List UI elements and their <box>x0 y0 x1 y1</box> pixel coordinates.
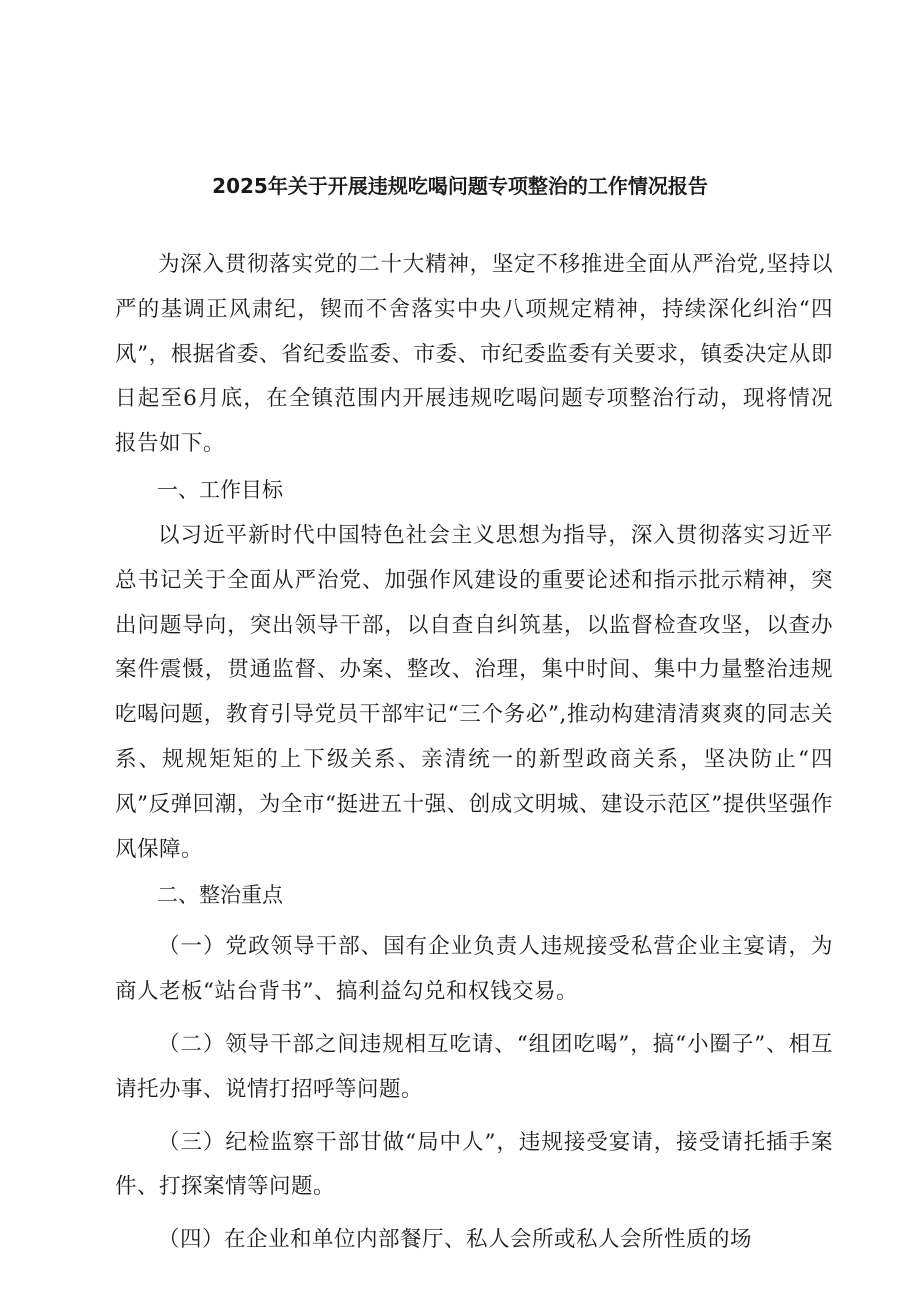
rectification-item-4: （四）在企业和单位内部餐厅、私人会所或私人会所性质的场 <box>158 1227 753 1253</box>
section-heading-work-goals: 一、工作目标 <box>157 477 283 502</box>
document-body <box>115 243 833 1263</box>
rectification-item-3: （三）纪检监察干部甘做“局中人”，违规接受宴请，接受请托插手案件、打探案情等问题。 <box>115 1129 833 1200</box>
rectification-item-2: （二）领导干部之间违规相互吃请、“组团吃喝”，搞“小圈子”、相互请托办事、说情打招呼等问题。 <box>115 1031 833 1102</box>
rectification-item-1: （一）党政领导干部、国有企业负责人违规接受私营企业主宴请，为商人老板“站台背书”、搞利益勾兑和权钱交易。 <box>115 934 833 1005</box>
document-title: 2025年关于开展违规吃喝问题专项整治的工作情况报告 <box>212 174 708 198</box>
intro-paragraph: 为深入贯彻落实党的二十大精神，坚定不移推进全面从严治党,坚持以严的基调正风肃纪，锲而不舍落实中央八项规定精神，持续深化纠治“四风”，根据省委、省纪委监委、市委、市纪委监委有关要求，镇委决定从即日起至6月底，在全镇范围内开展违规吃喝问题专项整治行动，现将情况报告如下。 <box>115 252 833 457</box>
work-goals-paragraph: 以习近平新时代中国特色社会主义思想为指导，深入贯彻落实习近平总书记关于全面从严治党、加强作风建设的重要论述和指示批示精神，突出问题导向，突出领导干部，以自查自纠筑基，以监督检查攻坚，以查办案件震慑，贯通监督、办案、整改、治理，集中时间、集中力量整治违规吃喝问题，教育引导党员干部牢记“三个务必”,推动构建清清爽爽的同志关系、规规矩矩的上下级关系、亲清统一的新型政商关系，坚决防止“四风”反弹回潮，为全市“挺进五十强、创成文明城、建设示范区”提供坚强作风保障。 <box>115 522 833 862</box>
section-heading-key-rectification: 二、整治重点 <box>157 883 283 908</box>
